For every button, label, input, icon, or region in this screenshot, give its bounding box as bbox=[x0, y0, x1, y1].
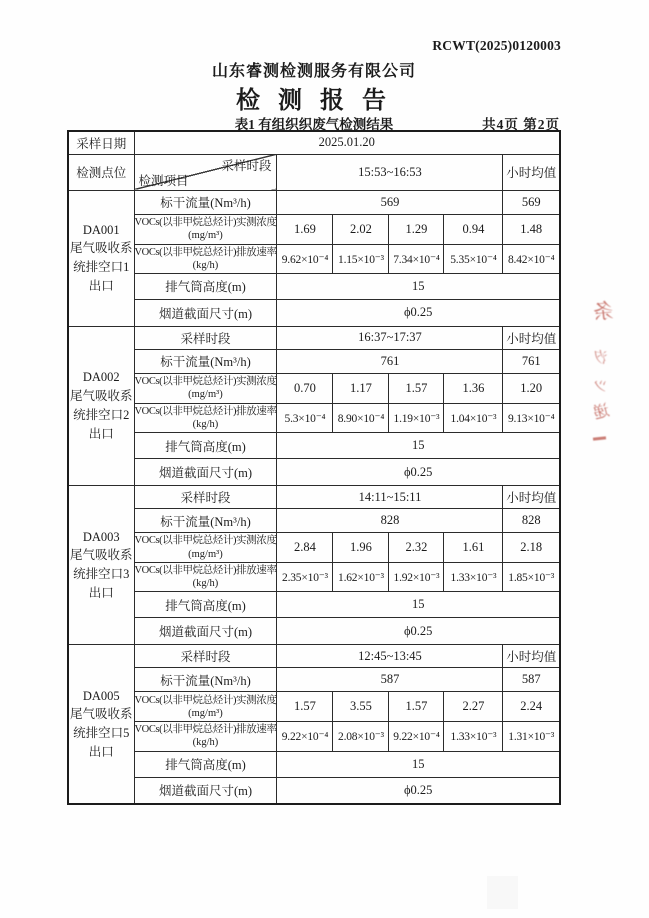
sample-date-label-cell: 采样日期 bbox=[68, 131, 134, 154]
period-value-cell: 12:45~13:45 bbox=[277, 645, 503, 668]
rate-avg-cell: 1.31×10⁻³ bbox=[503, 722, 560, 751]
point-name: 尾气吸收系统排空口5出口 bbox=[70, 707, 133, 759]
point-code: DA002 bbox=[82, 370, 120, 385]
conc-value-cell: 0.70 bbox=[277, 373, 333, 403]
table-row bbox=[68, 326, 560, 349]
table-row bbox=[68, 349, 560, 373]
point-cell-da001 bbox=[68, 190, 134, 326]
flow-value-cell: 761 bbox=[277, 349, 503, 373]
conc-label-line1: VOCs(以非甲烷总烃计)实测浓度 bbox=[134, 694, 277, 706]
rate-label-line1: VOCs(以非甲烷总烃计)排放速率 bbox=[134, 724, 277, 736]
rate-label-line1: VOCs(以非甲烷总烃计)排放速率 bbox=[134, 405, 277, 417]
table-caption: 表1 有组织织废气检测结果 bbox=[234, 117, 394, 132]
conc-avg-cell: 1.20 bbox=[503, 373, 560, 403]
table-row bbox=[68, 509, 560, 533]
conc-avg-cell: 2.24 bbox=[503, 692, 560, 722]
period-value-cell: 14:11~15:11 bbox=[277, 486, 503, 509]
table-row bbox=[68, 692, 560, 722]
table-row bbox=[68, 563, 560, 592]
period-label-cell: 采样时段 bbox=[134, 486, 277, 509]
hour-avg-header-cell: 小时均值 bbox=[503, 645, 560, 668]
duct-size-value-cell: ϕ0.25 bbox=[277, 299, 560, 326]
stack-height-value-cell: 15 bbox=[277, 592, 560, 618]
flow-label-cell: 标干流量(Nm³/h) bbox=[134, 509, 277, 533]
duct-size-label-cell: 烟道截面尺寸(m) bbox=[134, 299, 277, 326]
flow-avg-cell: 569 bbox=[503, 190, 560, 214]
point-code: DA001 bbox=[82, 222, 120, 237]
conc-label-cell bbox=[134, 692, 277, 722]
rate-label-line2: (kg/h) bbox=[192, 418, 219, 430]
duct-size-label-cell: 烟道截面尺寸(m) bbox=[134, 777, 277, 804]
rate-value-cell: 1.92×10⁻³ bbox=[389, 563, 444, 592]
table-row bbox=[68, 618, 560, 645]
point-name: 尾气吸收系统排空口3出口 bbox=[70, 548, 133, 600]
point-name: 尾气吸收系统排空口1出口 bbox=[70, 241, 133, 293]
table-row bbox=[68, 433, 560, 459]
report-title: 检 测 报 告 bbox=[236, 88, 392, 114]
table-row bbox=[68, 459, 560, 486]
conc-label-line1: VOCs(以非甲烷总烃计)实测浓度 bbox=[134, 535, 277, 547]
rate-value-cell: 9.22×10⁻⁴ bbox=[277, 722, 333, 751]
table-row bbox=[68, 486, 560, 509]
conc-value-cell: 1.29 bbox=[389, 214, 444, 244]
rate-value-cell: 1.33×10⁻³ bbox=[444, 722, 503, 751]
rate-label-line1: VOCs(以非甲烷总烃计)排放速率 bbox=[134, 565, 277, 576]
table-row bbox=[68, 154, 560, 190]
flow-value-cell: 828 bbox=[277, 509, 503, 533]
conc-value-cell: 1.17 bbox=[333, 373, 389, 403]
hour-avg-header-cell: 小时均值 bbox=[503, 326, 560, 349]
table-row bbox=[68, 373, 560, 403]
rate-label-cell bbox=[134, 244, 277, 273]
period-value-cell: 15:53~16:53 bbox=[277, 154, 503, 190]
sample-date-value-cell: 2025.01.20 bbox=[134, 131, 560, 154]
rate-value-cell: 8.90×10⁻⁴ bbox=[333, 403, 389, 432]
conc-avg-cell: 1.48 bbox=[503, 214, 560, 244]
rate-value-cell: 5.3×10⁻⁴ bbox=[277, 403, 333, 432]
conc-value-cell: 2.27 bbox=[444, 692, 503, 722]
diagonal-header-cell bbox=[134, 154, 277, 190]
red-ink-glyph: ツ bbox=[592, 378, 609, 396]
point-code: DA003 bbox=[82, 529, 120, 544]
rate-value-cell: 1.15×10⁻³ bbox=[333, 244, 389, 273]
rate-label-line2: (kg/h) bbox=[192, 259, 219, 271]
rate-value-cell: 1.19×10⁻³ bbox=[389, 403, 444, 432]
rate-label-cell bbox=[134, 403, 277, 432]
red-ink-bleed-marks bbox=[591, 295, 617, 447]
table-row bbox=[68, 273, 560, 299]
point-name: 尾气吸收系统排空口2出口 bbox=[70, 389, 133, 441]
conc-value-cell: 1.36 bbox=[444, 373, 503, 403]
table-row bbox=[68, 777, 560, 804]
conc-label-line2: (mg/m³) bbox=[188, 548, 223, 560]
table-row bbox=[68, 244, 560, 273]
page-number-info: 共4页 第2页 bbox=[482, 117, 560, 132]
table-row bbox=[68, 403, 560, 432]
stack-height-label-cell: 排气筒高度(m) bbox=[134, 592, 277, 618]
rate-label-line1: VOCs(以非甲烷总烃计)排放速率 bbox=[134, 246, 277, 258]
hour-avg-header-cell: 小时均值 bbox=[503, 486, 560, 509]
duct-size-label-cell: 烟道截面尺寸(m) bbox=[134, 459, 277, 486]
conc-label-line2: (mg/m³) bbox=[188, 230, 223, 241]
rate-avg-cell: 1.85×10⁻³ bbox=[503, 563, 560, 592]
rate-value-cell: 1.04×10⁻³ bbox=[444, 403, 503, 432]
conc-label-line1: VOCs(以非甲烷总烃计)实测浓度 bbox=[134, 376, 277, 388]
diagonal-header-item: 检测项目 bbox=[138, 173, 189, 188]
rate-value-cell: 7.34×10⁻⁴ bbox=[389, 244, 444, 273]
conc-label-cell bbox=[134, 533, 277, 563]
conc-value-cell: 1.61 bbox=[444, 533, 503, 563]
conc-value-cell: 1.69 bbox=[277, 214, 333, 244]
rate-avg-cell: 9.13×10⁻⁴ bbox=[503, 403, 560, 432]
rate-label-line2: (kg/h) bbox=[192, 578, 219, 590]
period-label-cell: 采样时段 bbox=[134, 645, 277, 668]
rate-value-cell: 9.22×10⁻⁴ bbox=[389, 722, 444, 751]
emission-results-table bbox=[67, 130, 561, 805]
table-row bbox=[68, 592, 560, 618]
table-row bbox=[68, 668, 560, 692]
point-cell-da003 bbox=[68, 486, 134, 645]
conc-value-cell: 3.55 bbox=[333, 692, 389, 722]
rate-value-cell: 2.35×10⁻³ bbox=[277, 563, 333, 592]
flow-avg-cell: 828 bbox=[503, 509, 560, 533]
rate-label-line2: (kg/h) bbox=[192, 737, 219, 749]
stack-height-value-cell: 15 bbox=[277, 433, 560, 459]
red-ink-glyph: 条 bbox=[592, 300, 615, 324]
table-row bbox=[68, 722, 560, 751]
conc-label-cell bbox=[134, 373, 277, 403]
conc-value-cell: 2.02 bbox=[333, 214, 389, 244]
conc-value-cell: 1.57 bbox=[389, 373, 444, 403]
conc-label-line1: VOCs(以非甲烷总烃计)实测浓度 bbox=[134, 216, 277, 228]
conc-value-cell: 1.96 bbox=[333, 533, 389, 563]
stack-height-value-cell: 15 bbox=[277, 751, 560, 777]
conc-value-cell: 1.57 bbox=[389, 692, 444, 722]
conc-value-cell: 2.84 bbox=[277, 533, 333, 563]
red-ink-glyph: 汐 bbox=[591, 349, 609, 368]
duct-size-value-cell: ϕ0.25 bbox=[277, 459, 560, 486]
flow-value-cell: 569 bbox=[277, 190, 503, 214]
table-row bbox=[68, 751, 560, 777]
flow-value-cell: 587 bbox=[277, 668, 503, 692]
point-cell-da005 bbox=[68, 645, 134, 804]
stack-height-label-cell: 排气筒高度(m) bbox=[134, 273, 277, 299]
stack-height-label-cell: 排气筒高度(m) bbox=[134, 751, 277, 777]
rate-label-cell bbox=[134, 563, 277, 592]
rate-value-cell: 1.62×10⁻³ bbox=[333, 563, 389, 592]
table-row bbox=[68, 214, 560, 244]
point-code: DA005 bbox=[82, 688, 120, 703]
conc-value-cell: 0.94 bbox=[444, 214, 503, 244]
table-row bbox=[68, 299, 560, 326]
flow-avg-cell: 587 bbox=[503, 668, 560, 692]
red-underline-mark bbox=[593, 436, 606, 440]
conc-value-cell: 2.32 bbox=[389, 533, 444, 563]
conc-label-line2: (mg/m³) bbox=[188, 389, 223, 401]
table-row bbox=[68, 533, 560, 563]
period-value-cell: 16:37~17:37 bbox=[277, 326, 503, 349]
diagonal-header-period: 采样时段 bbox=[221, 158, 272, 173]
flow-label-cell: 标干流量(Nm³/h) bbox=[134, 190, 277, 214]
conc-label-cell bbox=[134, 214, 277, 244]
table-row bbox=[68, 645, 560, 668]
duct-size-value-cell: ϕ0.25 bbox=[277, 777, 560, 804]
stack-height-value-cell: 15 bbox=[277, 273, 560, 299]
rate-value-cell: 2.08×10⁻³ bbox=[333, 722, 389, 751]
period-label-cell: 采样时段 bbox=[134, 326, 277, 349]
conc-value-cell: 1.57 bbox=[277, 692, 333, 722]
duct-size-label-cell: 烟道截面尺寸(m) bbox=[134, 618, 277, 645]
conc-avg-cell: 2.18 bbox=[503, 533, 560, 563]
point-header-cell: 检测点位 bbox=[68, 154, 134, 190]
flow-label-cell: 标干流量(Nm³/h) bbox=[134, 349, 277, 373]
hour-avg-header-cell: 小时均值 bbox=[503, 154, 560, 190]
table-row bbox=[68, 131, 560, 154]
duct-size-value-cell: ϕ0.25 bbox=[277, 618, 560, 645]
rate-avg-cell: 8.42×10⁻⁴ bbox=[503, 244, 560, 273]
red-ink-glyph: 递 bbox=[591, 402, 612, 423]
company-name: 山东睿测检测服务有限公司 bbox=[211, 63, 416, 80]
stack-height-label-cell: 排气筒高度(m) bbox=[134, 433, 277, 459]
rate-value-cell: 1.33×10⁻³ bbox=[444, 563, 503, 592]
report-number: RCWT(2025)0120003 bbox=[432, 38, 561, 53]
scan-artifact bbox=[487, 876, 518, 909]
rate-value-cell: 5.35×10⁻⁴ bbox=[444, 244, 503, 273]
flow-label-cell: 标干流量(Nm³/h) bbox=[134, 668, 277, 692]
rate-value-cell: 9.62×10⁻⁴ bbox=[277, 244, 333, 273]
flow-avg-cell: 761 bbox=[503, 349, 560, 373]
conc-label-line2: (mg/m³) bbox=[188, 707, 223, 719]
table-row bbox=[68, 190, 560, 214]
point-cell-da002 bbox=[68, 326, 134, 485]
rate-label-cell bbox=[134, 722, 277, 751]
